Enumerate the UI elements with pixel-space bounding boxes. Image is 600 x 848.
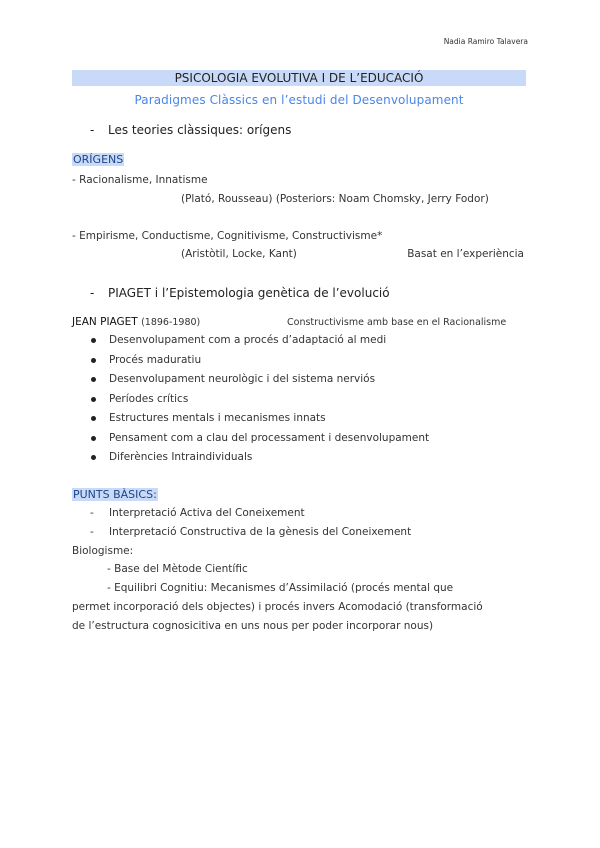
basics-item-text: Interpretació Activa del Coneixement [109,507,305,519]
empiricism-authors: (Aristòtil, Locke, Kant) [181,248,297,260]
equilibrium-line-2: permet incorporació dels objectes) i procés invers Acomodació (transformació [72,601,483,613]
heading-dash: - [90,286,95,300]
heading-dash: - [90,123,95,137]
list-item-text: Diferències Intraindividuals [109,451,253,463]
list-item-text: Procés maduratiu [109,353,202,366]
section-heading-piaget [90,286,390,300]
bullet-dot [91,338,96,343]
basics-item-text: Interpretació Constructiva de la gènesis del Coneixement [109,526,412,538]
list-item [88,450,429,470]
piaget-years: (1896-1980) [141,317,201,328]
equilibrium-line-1: - Equilibri Cognitiu: Mecanismes d’Assimilació (procés mental que [107,582,454,594]
document-title: PSICOLOGIA EVOLUTIVA I DE L’EDUCACIÓ [72,70,526,86]
heading-text: Les teories clàssiques: orígens [108,123,292,137]
bullet-dot [91,358,96,363]
bullet-dot [91,397,96,402]
list-item [88,392,429,412]
item-dash: - [90,507,94,519]
item-dash: - [90,526,94,538]
document-subtitle: Paradigmes Clàssics en l’estudi del Desenvolupament [134,93,464,107]
basics-item [90,507,305,519]
list-item-text: Desenvolupament neurològic i del sistema nerviós [109,373,376,385]
author-name: Nadia Ramiro Talavera [443,37,528,46]
piaget-note: Constructivisme amb base en el Racionalisme [287,317,507,328]
piaget-bullet-list [88,333,429,470]
basics-label: PUNTS BÀSICS: [73,488,157,501]
piaget-name-line [72,316,200,328]
section-heading-origins [90,123,291,137]
bullet-dot [91,455,96,460]
basics-item [90,526,411,538]
list-item [88,333,429,353]
biologism-label: Biologisme: [72,545,134,557]
equilibrium-line-3: de l’estructura cognosicitiva en uns nous per poder incorporar nous) [72,620,434,632]
empiricism-note: Basat en l’experiència [407,248,524,260]
base-method: - Base del Mètode Científic [107,563,248,575]
list-item [88,372,429,392]
origins-label-wrap [72,153,124,166]
empiricism-line: - Empirisme, Conductisme, Cognitivisme, Constructivisme* [72,230,383,242]
list-item-text: Períodes crítics [109,392,189,405]
list-item-text: Estructures mentals i mecanismes innats [109,412,326,424]
list-item [88,411,429,431]
origins-label: ORÍGENS [73,153,124,166]
bullet-dot [91,436,96,441]
basics-label-wrap [72,488,158,501]
rationalism-line: - Racionalisme, Innatisme [72,174,208,186]
bullet-dot [91,377,96,382]
list-item-text: Desenvolupament com a procés d’adaptació al medi [109,334,387,346]
list-item-text: Pensament com a clau del processament i desenvolupament [109,431,430,444]
piaget-name: JEAN PIAGET [72,316,138,328]
bullet-dot [91,416,96,421]
list-item [88,431,429,451]
heading-text: PIAGET i l’Epistemologia genètica de l’evolució [108,286,390,300]
list-item [88,353,429,373]
rationalism-authors: (Plató, Rousseau) (Posteriors: Noam Chomsky, Jerry Fodor) [181,193,489,205]
